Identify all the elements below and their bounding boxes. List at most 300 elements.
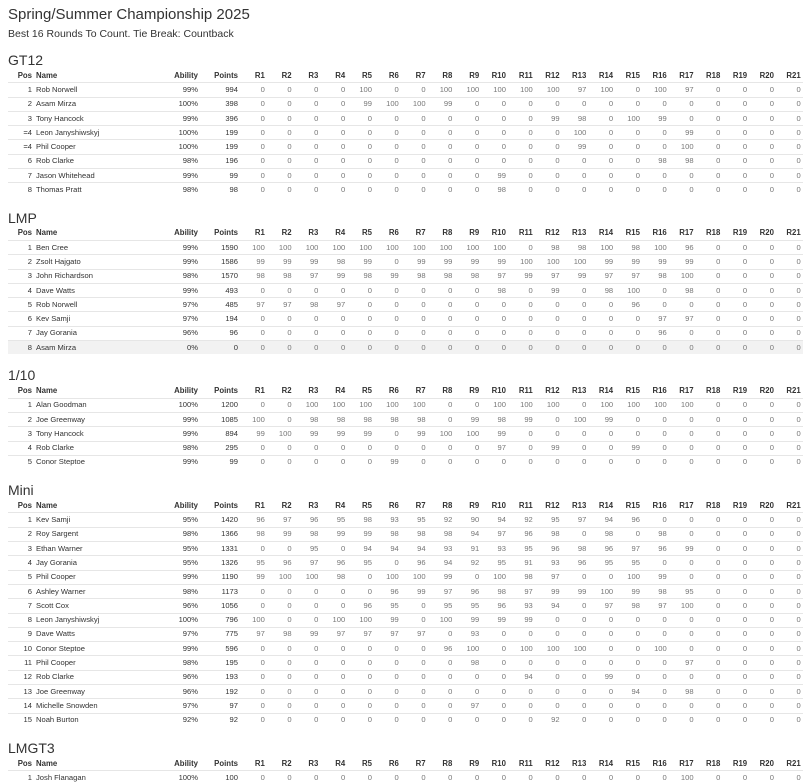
round-score-cell: 0 — [642, 427, 669, 441]
round-score-cell: 0 — [454, 298, 481, 312]
round-score-cell: 0 — [320, 584, 347, 598]
column-header: Ability — [174, 70, 198, 80]
round-score-cell: 0 — [508, 312, 535, 326]
round-score-cell: 0 — [669, 627, 696, 641]
round-score-cell: 0 — [776, 298, 803, 312]
ability-cell: 99% — [158, 455, 200, 469]
round-score-cell: 99 — [642, 570, 669, 584]
table-row — [8, 670, 803, 684]
round-score-cell: 0 — [374, 183, 401, 197]
round-score-cell: 0 — [508, 97, 535, 111]
round-score-cell: 100 — [320, 398, 347, 412]
round-score-cell: 0 — [294, 283, 321, 297]
round-score-cell: 0 — [776, 140, 803, 154]
round-score-cell: 0 — [722, 513, 749, 527]
round-score-cell: 0 — [508, 656, 535, 670]
round-score-cell: 0 — [696, 527, 723, 541]
round-score-cell: 0 — [267, 154, 294, 168]
round-score-cell: 0 — [722, 126, 749, 140]
table-row — [8, 584, 803, 598]
round-score-cell: 0 — [294, 613, 321, 627]
column-header: R15 — [625, 70, 640, 80]
round-score-cell: 99 — [535, 111, 562, 125]
position-cell: 1 — [8, 398, 34, 412]
round-score-cell: 99 — [562, 269, 589, 283]
points-cell: 98 — [200, 183, 240, 197]
round-score-cell: 0 — [776, 269, 803, 283]
round-score-cell: 97 — [320, 627, 347, 641]
ability-cell: 99% — [158, 255, 200, 269]
round-score-cell: 0 — [562, 613, 589, 627]
round-score-cell: 0 — [562, 312, 589, 326]
round-score-cell: 96 — [615, 298, 642, 312]
table-row — [8, 556, 803, 570]
round-score-cell: 99 — [401, 427, 428, 441]
round-score-cell: 99 — [615, 441, 642, 455]
round-score-cell: 0 — [749, 97, 776, 111]
round-score-cell: 0 — [562, 169, 589, 183]
ability-cell: 99% — [158, 240, 200, 254]
ability-cell: 97% — [158, 699, 200, 713]
round-score-cell: 0 — [588, 111, 615, 125]
round-score-cell: 100 — [615, 111, 642, 125]
round-score-cell: 0 — [347, 570, 374, 584]
round-score-cell: 94 — [347, 542, 374, 556]
round-score-cell: 93 — [454, 627, 481, 641]
column-header: R11 — [518, 500, 533, 510]
round-score-cell: 0 — [347, 140, 374, 154]
round-score-cell: 100 — [481, 240, 508, 254]
class-section — [8, 41, 801, 197]
round-score-cell: 0 — [267, 126, 294, 140]
round-score-cell: 0 — [642, 298, 669, 312]
round-score-cell: 0 — [696, 627, 723, 641]
standings-table — [8, 384, 803, 469]
round-score-cell: 0 — [374, 441, 401, 455]
round-score-cell: 100 — [294, 240, 321, 254]
round-score-cell: 0 — [481, 713, 508, 727]
round-score-cell: 99 — [588, 670, 615, 684]
table-row — [8, 111, 803, 125]
column-header: Points — [214, 758, 238, 768]
round-score-cell: 97 — [562, 83, 589, 97]
round-score-cell: 96 — [294, 513, 321, 527]
round-score-cell: 0 — [696, 140, 723, 154]
round-score-cell: 0 — [562, 326, 589, 340]
round-score-cell: 99 — [267, 527, 294, 541]
round-score-cell: 0 — [588, 771, 615, 784]
round-score-cell: 0 — [615, 642, 642, 656]
table-row — [8, 613, 803, 627]
column-header: R8 — [442, 500, 453, 510]
column-header: R11 — [518, 228, 533, 238]
round-score-cell: 0 — [320, 169, 347, 183]
column-header: R12 — [545, 385, 560, 395]
round-score-cell: 94 — [615, 684, 642, 698]
round-score-cell: 0 — [696, 642, 723, 656]
column-header: R5 — [362, 758, 372, 768]
round-score-cell: 0 — [696, 240, 723, 254]
column-header: R16 — [652, 228, 667, 238]
column-header: R2 — [281, 758, 292, 768]
round-score-cell: 0 — [401, 599, 428, 613]
round-score-cell: 0 — [374, 283, 401, 297]
round-score-cell: 0 — [320, 326, 347, 340]
column-header: R4 — [335, 228, 346, 238]
round-score-cell: 0 — [374, 255, 401, 269]
round-score-cell: 0 — [267, 455, 294, 469]
round-score-cell: 0 — [535, 140, 562, 154]
points-cell: 1085 — [200, 412, 240, 426]
round-score-cell: 0 — [454, 169, 481, 183]
column-header: R9 — [469, 228, 480, 238]
round-score-cell: 91 — [508, 556, 535, 570]
round-score-cell: 100 — [347, 240, 374, 254]
round-score-cell: 100 — [454, 642, 481, 656]
class-section — [8, 197, 801, 355]
round-score-cell: 0 — [508, 713, 535, 727]
round-score-cell: 100 — [374, 240, 401, 254]
column-header: R21 — [786, 758, 801, 768]
round-score-cell: 0 — [696, 699, 723, 713]
driver-name-cell: Josh Flanagan — [34, 771, 158, 784]
round-score-cell: 0 — [454, 670, 481, 684]
round-score-cell: 0 — [749, 140, 776, 154]
driver-name-cell: Rob Clarke — [34, 670, 158, 684]
position-cell: 8 — [8, 183, 34, 197]
column-header: R1 — [254, 500, 265, 510]
round-score-cell: 100 — [669, 269, 696, 283]
points-cell: 1326 — [200, 556, 240, 570]
round-score-cell: 0 — [535, 298, 562, 312]
column-header: R3 — [308, 70, 319, 80]
round-score-cell: 98 — [454, 269, 481, 283]
round-score-cell: 0 — [669, 613, 696, 627]
round-score-cell: 0 — [454, 154, 481, 168]
round-score-cell: 0 — [347, 341, 374, 355]
round-score-cell: 100 — [240, 240, 267, 254]
round-score-cell: 0 — [294, 713, 321, 727]
driver-name-cell: Kev Samji — [34, 312, 158, 326]
round-score-cell: 99 — [669, 542, 696, 556]
round-score-cell: 0 — [267, 542, 294, 556]
round-score-cell: 0 — [481, 684, 508, 698]
round-score-cell: 0 — [294, 699, 321, 713]
round-score-cell: 100 — [562, 126, 589, 140]
round-score-cell: 93 — [535, 556, 562, 570]
position-cell: 5 — [8, 298, 34, 312]
column-header: R10 — [491, 385, 506, 395]
table-row — [8, 713, 803, 727]
round-score-cell: 0 — [508, 154, 535, 168]
points-cell: 1173 — [200, 584, 240, 598]
round-score-cell: 0 — [347, 183, 374, 197]
round-score-cell: 0 — [454, 713, 481, 727]
class-title: 1/10 — [8, 367, 36, 384]
position-cell: 1 — [8, 240, 34, 254]
round-score-cell: 0 — [240, 83, 267, 97]
round-score-cell: 0 — [294, 599, 321, 613]
round-score-cell: 0 — [562, 183, 589, 197]
position-cell: 2 — [8, 527, 34, 541]
round-score-cell: 0 — [749, 255, 776, 269]
round-score-cell: 95 — [401, 513, 428, 527]
round-score-cell: 0 — [776, 455, 803, 469]
column-header: R4 — [335, 758, 346, 768]
round-score-cell: 0 — [615, 670, 642, 684]
round-score-cell: 0 — [428, 412, 455, 426]
round-score-cell: 0 — [642, 455, 669, 469]
round-score-cell: 99 — [669, 126, 696, 140]
round-score-cell: 0 — [508, 140, 535, 154]
page-subtitle: Best 16 Rounds To Count. Tie Break: Countback — [8, 28, 234, 40]
round-score-cell: 0 — [776, 441, 803, 455]
round-score-cell: 0 — [374, 427, 401, 441]
standings-table — [8, 69, 803, 197]
standings-sections — [8, 41, 801, 784]
round-score-cell: 98 — [481, 412, 508, 426]
round-score-cell: 0 — [696, 570, 723, 584]
round-score-cell: 0 — [615, 455, 642, 469]
driver-name-cell: Noah Burton — [34, 713, 158, 727]
driver-name-cell: Phil Cooper — [34, 656, 158, 670]
round-score-cell: 0 — [347, 441, 374, 455]
ability-cell: 96% — [158, 670, 200, 684]
round-score-cell: 0 — [428, 398, 455, 412]
position-cell: 1 — [8, 771, 34, 784]
round-score-cell: 0 — [776, 570, 803, 584]
round-score-cell: 0 — [696, 326, 723, 340]
round-score-cell: 0 — [696, 269, 723, 283]
points-cell: 485 — [200, 298, 240, 312]
round-score-cell: 0 — [428, 441, 455, 455]
round-score-cell: 98 — [240, 269, 267, 283]
column-header: R19 — [732, 228, 748, 238]
round-score-cell: 0 — [374, 326, 401, 340]
column-header: R16 — [652, 758, 667, 768]
round-score-cell: 0 — [776, 542, 803, 556]
table-row — [8, 627, 803, 641]
column-header: R9 — [469, 385, 480, 395]
round-score-cell: 0 — [454, 97, 481, 111]
round-score-cell: 0 — [320, 83, 347, 97]
round-score-cell: 0 — [642, 140, 669, 154]
ability-cell: 95% — [158, 556, 200, 570]
table-row — [8, 427, 803, 441]
column-header: Pos — [17, 500, 32, 510]
round-score-cell: 97 — [535, 269, 562, 283]
round-score-cell: 0 — [347, 326, 374, 340]
round-score-cell: 0 — [401, 283, 428, 297]
round-score-cell: 0 — [240, 642, 267, 656]
round-score-cell: 0 — [428, 771, 455, 784]
column-header: Name — [36, 500, 58, 510]
round-score-cell: 0 — [749, 642, 776, 656]
driver-name-cell: Dave Watts — [34, 283, 158, 297]
round-score-cell: 100 — [615, 398, 642, 412]
round-score-cell: 0 — [615, 771, 642, 784]
points-cell: 0 — [200, 341, 240, 355]
ability-cell: 97% — [158, 627, 200, 641]
round-score-cell: 0 — [267, 169, 294, 183]
round-score-cell: 0 — [508, 455, 535, 469]
round-score-cell: 0 — [722, 570, 749, 584]
round-score-cell: 0 — [562, 441, 589, 455]
round-score-cell: 0 — [696, 542, 723, 556]
round-score-cell: 0 — [481, 699, 508, 713]
column-header: R20 — [759, 500, 774, 510]
round-score-cell: 95 — [294, 542, 321, 556]
round-score-cell: 94 — [535, 599, 562, 613]
round-score-cell: 0 — [374, 684, 401, 698]
round-score-cell: 0 — [481, 771, 508, 784]
position-cell: 7 — [8, 169, 34, 183]
section-gap — [8, 727, 761, 739]
round-score-cell: 0 — [562, 684, 589, 698]
round-score-cell: 95 — [240, 556, 267, 570]
round-score-cell: 0 — [374, 713, 401, 727]
column-header: R1 — [254, 758, 265, 768]
round-score-cell: 0 — [240, 183, 267, 197]
column-header: R7 — [415, 500, 426, 510]
round-score-cell: 0 — [722, 169, 749, 183]
driver-name-cell: Ben Cree — [34, 240, 158, 254]
column-header: R5 — [362, 70, 372, 80]
round-score-cell: 97 — [615, 542, 642, 556]
round-score-cell: 0 — [428, 341, 455, 355]
round-score-cell: 0 — [240, 312, 267, 326]
table-row — [8, 326, 803, 340]
round-score-cell: 97 — [562, 513, 589, 527]
round-score-cell: 0 — [749, 427, 776, 441]
position-cell: 13 — [8, 684, 34, 698]
round-score-cell: 0 — [749, 341, 776, 355]
header-row — [8, 384, 803, 398]
column-header: Ability — [174, 500, 198, 510]
points-cell: 1420 — [200, 513, 240, 527]
round-score-cell: 0 — [696, 556, 723, 570]
ability-cell: 98% — [158, 656, 200, 670]
round-score-cell: 0 — [749, 556, 776, 570]
round-score-cell: 0 — [508, 341, 535, 355]
table-row — [8, 240, 803, 254]
round-score-cell: 99 — [642, 111, 669, 125]
round-score-cell: 0 — [722, 642, 749, 656]
round-score-cell: 0 — [294, 771, 321, 784]
round-score-cell: 95 — [428, 599, 455, 613]
round-score-cell: 0 — [776, 670, 803, 684]
table-row — [8, 183, 803, 197]
round-score-cell: 92 — [454, 556, 481, 570]
points-cell: 775 — [200, 627, 240, 641]
ability-cell: 95% — [158, 513, 200, 527]
column-header: R7 — [415, 70, 426, 80]
round-score-cell: 0 — [240, 656, 267, 670]
round-score-cell: 98 — [267, 269, 294, 283]
round-score-cell: 0 — [749, 298, 776, 312]
driver-name-cell: Rob Clarke — [34, 441, 158, 455]
round-score-cell: 100 — [267, 570, 294, 584]
round-score-cell: 0 — [267, 713, 294, 727]
driver-name-cell: Asam Mirza — [34, 341, 158, 355]
column-header: R2 — [281, 228, 292, 238]
column-header: R1 — [254, 70, 265, 80]
round-score-cell: 0 — [267, 398, 294, 412]
round-score-cell: 98 — [320, 255, 347, 269]
round-score-cell: 100 — [267, 240, 294, 254]
ability-cell: 98% — [158, 441, 200, 455]
column-header: R14 — [598, 500, 614, 510]
round-score-cell: 95 — [481, 556, 508, 570]
column-header: Pos — [17, 385, 32, 395]
round-score-cell: 0 — [642, 713, 669, 727]
class-title: Mini — [8, 482, 34, 499]
round-score-cell: 100 — [508, 642, 535, 656]
round-score-cell: 0 — [294, 584, 321, 598]
round-score-cell: 0 — [588, 455, 615, 469]
round-score-cell: 0 — [562, 771, 589, 784]
round-score-cell: 0 — [776, 326, 803, 340]
column-header: R12 — [545, 70, 560, 80]
round-score-cell: 0 — [722, 427, 749, 441]
round-score-cell: 0 — [267, 684, 294, 698]
round-score-cell: 0 — [615, 412, 642, 426]
ability-cell: 100% — [158, 126, 200, 140]
round-score-cell: 0 — [294, 341, 321, 355]
round-score-cell: 0 — [401, 169, 428, 183]
round-score-cell: 97 — [428, 584, 455, 598]
round-score-cell: 0 — [401, 140, 428, 154]
round-score-cell: 97 — [294, 556, 321, 570]
round-score-cell: 0 — [722, 542, 749, 556]
round-score-cell: 0 — [508, 126, 535, 140]
round-score-cell: 0 — [722, 240, 749, 254]
column-header: R8 — [442, 385, 453, 395]
round-score-cell: 0 — [454, 283, 481, 297]
round-score-cell: 0 — [347, 684, 374, 698]
round-score-cell: 0 — [347, 283, 374, 297]
driver-name-cell: Alan Goodman — [34, 398, 158, 412]
round-score-cell: 0 — [454, 684, 481, 698]
position-cell: 9 — [8, 627, 34, 641]
round-score-cell: 98 — [669, 684, 696, 698]
round-score-cell: 0 — [374, 154, 401, 168]
round-score-cell: 0 — [401, 154, 428, 168]
round-score-cell: 0 — [320, 97, 347, 111]
round-score-cell: 0 — [294, 111, 321, 125]
round-score-cell: 0 — [294, 126, 321, 140]
round-score-cell: 0 — [642, 627, 669, 641]
round-score-cell: 0 — [481, 627, 508, 641]
round-score-cell: 97 — [642, 312, 669, 326]
column-header: R17 — [679, 70, 694, 80]
round-score-cell: 96 — [347, 599, 374, 613]
points-cell: 193 — [200, 670, 240, 684]
column-header: R15 — [625, 228, 640, 238]
round-score-cell: 99 — [267, 255, 294, 269]
round-score-cell: 99 — [454, 255, 481, 269]
round-score-cell: 0 — [240, 283, 267, 297]
points-cell: 1331 — [200, 542, 240, 556]
round-score-cell: 94 — [588, 513, 615, 527]
round-score-cell: 0 — [240, 684, 267, 698]
round-score-cell: 0 — [428, 713, 455, 727]
column-header: R6 — [388, 385, 399, 395]
round-score-cell: 0 — [776, 83, 803, 97]
round-score-cell: 96 — [642, 542, 669, 556]
column-header: R8 — [442, 228, 453, 238]
round-score-cell: 0 — [749, 599, 776, 613]
